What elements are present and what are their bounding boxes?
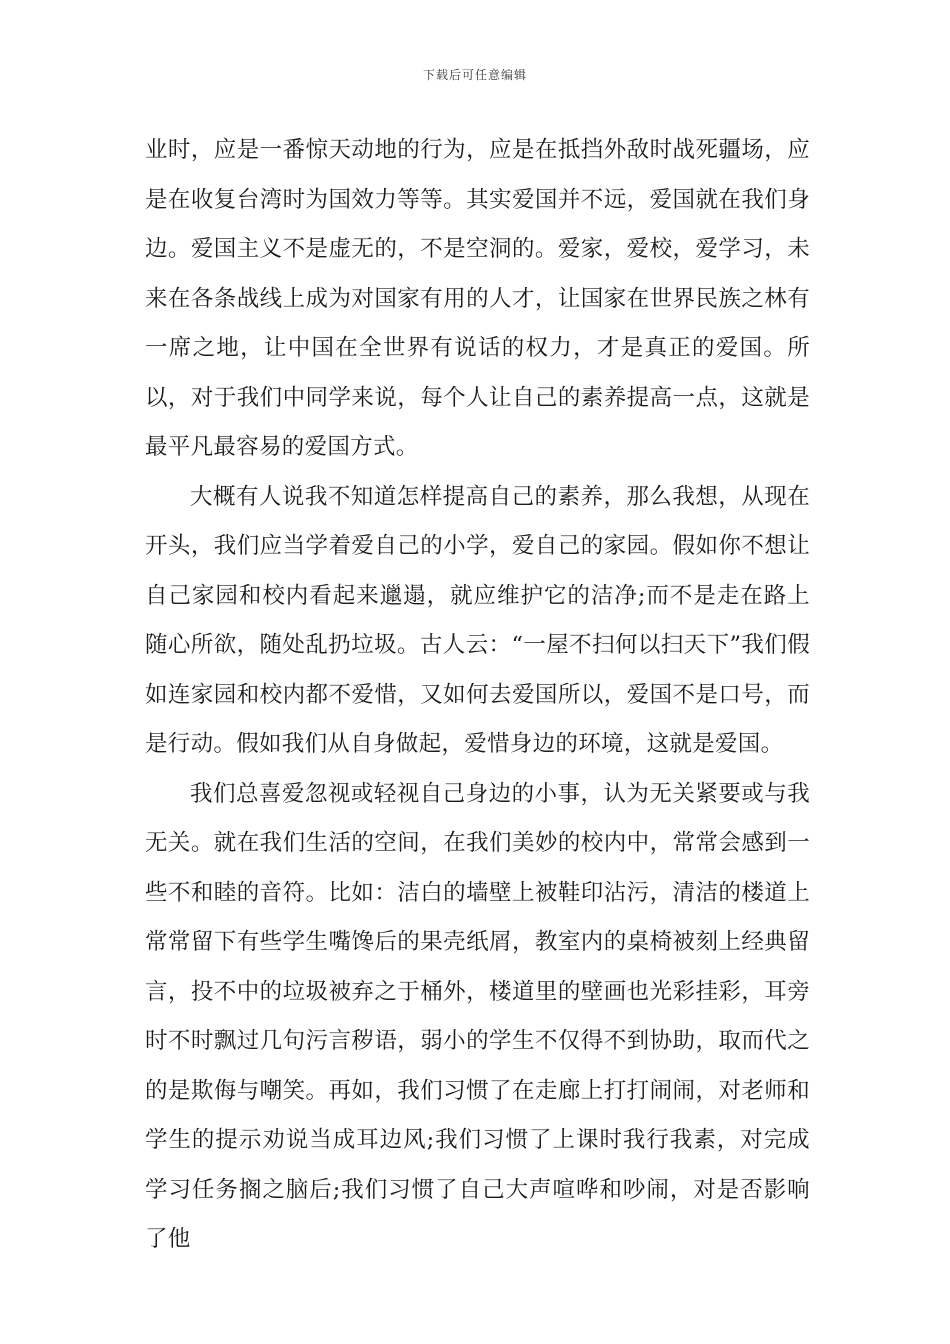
paragraph-3: 我们总喜爱忽视或轻视自己身边的小事，认为无关紧要或与我无关。就在我们生活的空间，在我们美妙的校内中，常常会感到一些不和睦的音符。比如：洁白的墙壁上被鞋印沾污，清洁的楼道上常常留下有些学生嘴馋后的果壳纸屑，教室内的桌椅被刻上经典留言，投不中的垃圾被弃之于桶外，楼道里的壁画也光彩挂彩，耳旁时不时飘过几句污言秽语，弱小的学生不仅得不到协助，取而代之的是欺侮与嘲笑。再如，我们习惯了在走廊上打打闹闹，对老师和学生的提示劝说当成耳边风;我们习惯了上课时我行我素，对完成学习任务搁之脑后;我们习惯了自己大声喧哗和吵闹，对是否影响了他 (145, 780, 810, 1252)
page-header: 下载后可任意编辑 (422, 68, 527, 82)
paragraph-2: 大概有人说我不知道怎样提高自己的素养，那么我想，从现在开头，我们应当学着爱自己的小学，爱自己的家园。假如你不想让自己家园和校内看起来邋遢，就应维护它的洁净;而不是走在路上随心所欲，随处乱扔垃圾。古人云：“一屋不扫何以扫天下”我们假如连家园和校内都不爱惜，又如何去爱国所以，爱国不是口号，而是行动。假如我们从自身做起，爱惜身边的环境，这就是爱国。 (145, 483, 810, 757)
paragraph-1: 业时，应是一番惊天动地的行为，应是在抵挡外敌时战死疆场，应是在收复台湾时为国效力等等。其实爱国并不远，爱国就在我们身边。爱国主义不是虚无的，不是空洞的。爱家，爱校，爱学习，未来在各条战线上成为对国家有用的人才，让国家在世界民族之林有一席之地，让中国在全世界有说话的权力，才是真正的爱国。所以，对于我们中同学来说，每个人让自己的素养提高一点，这就是最平凡最容易的爱国方式。 (145, 137, 810, 460)
document-body (145, 126, 810, 1265)
